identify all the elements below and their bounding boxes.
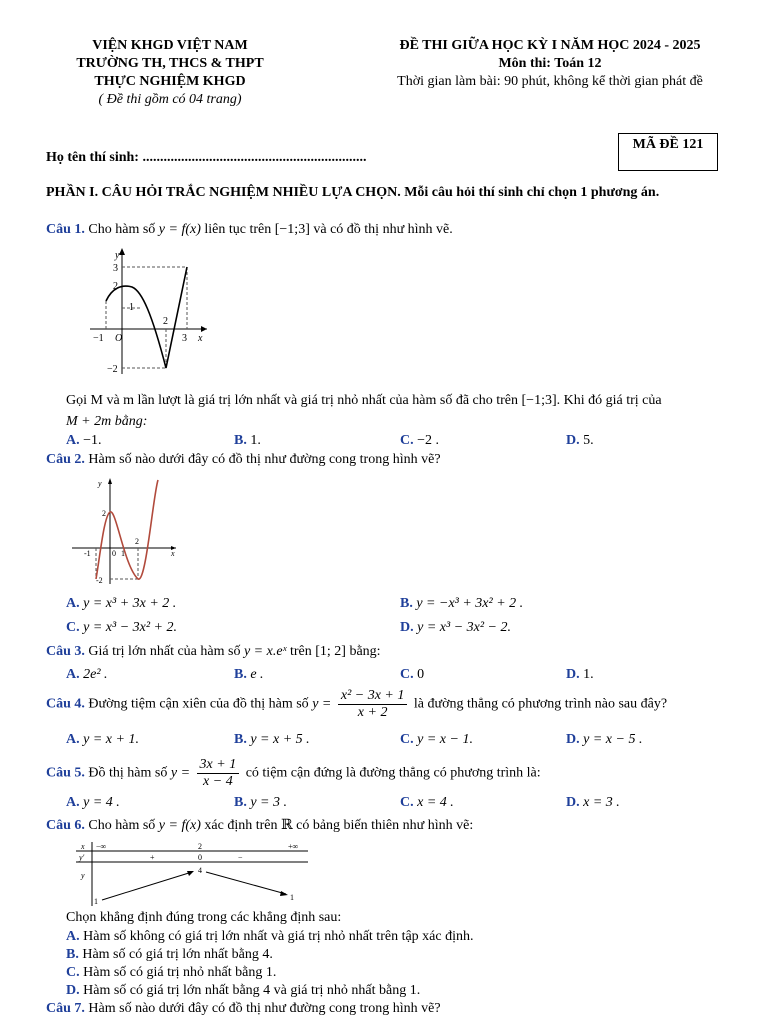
option-value: y = x³ − 3x² − 2.: [417, 620, 512, 635]
option-key: C.: [400, 732, 414, 747]
option-value: 5.: [583, 433, 594, 448]
q4-y: y =: [312, 696, 332, 712]
q3-text-b: trên [1; 2] bằng:: [289, 644, 381, 659]
q5-y: y =: [170, 765, 191, 781]
q3-option-c[interactable]: [400, 667, 424, 683]
x-label: x: [171, 549, 175, 558]
question-label: Câu 7.: [46, 1001, 85, 1016]
y-axis-arrow-icon: [108, 478, 112, 484]
q6-text-a: Cho hàm số: [88, 818, 156, 833]
q5-denominator: x − 4: [203, 774, 233, 789]
tick-y3: 3: [113, 263, 118, 274]
x-two: 2: [198, 842, 202, 851]
option-key: A.: [66, 732, 80, 747]
option-key: A.: [66, 795, 80, 810]
option-value: y = x − 5 .: [583, 732, 643, 747]
option-key: C.: [400, 433, 414, 448]
q3-option-b[interactable]: [234, 667, 264, 683]
option-key: B.: [234, 433, 247, 448]
q2-text: Hàm số nào dưới đây có đồ thị như đường cong trong hình vẽ?: [88, 452, 441, 467]
row-x-label: x: [81, 842, 85, 851]
question-3-stem: [46, 644, 381, 660]
option-value: x = 4 .: [417, 795, 454, 810]
tick-x1: 1: [121, 549, 125, 558]
option-value: Hàm số có giá trị nhỏ nhất bằng 1.: [83, 965, 277, 980]
option-key: A.: [66, 433, 80, 448]
q2-curve: [96, 480, 158, 579]
x-axis-arrow-icon: [201, 326, 207, 332]
q6-option-c[interactable]: [66, 965, 276, 981]
row-y-label: y: [81, 871, 85, 880]
school-org: VIỆN KHGD VIỆT NAM: [92, 38, 248, 53]
q6-text-b: xác định trên ℝ có bảng biến thiên như hình vẽ:: [204, 818, 474, 833]
q5-numerator: 3x + 1: [197, 757, 240, 774]
option-value: y = 3 .: [250, 795, 288, 810]
option-key: D.: [400, 620, 414, 635]
student-name-field: Họ tên thí sinh: ................................................................: [46, 150, 367, 165]
q5-option-b[interactable]: [234, 795, 287, 811]
question-label: Câu 3.: [46, 644, 85, 659]
question-label: Câu 5.: [46, 765, 85, 781]
option-value: 1.: [250, 433, 261, 448]
page-count-note: ( Đề thi gồm có 04 trang): [98, 92, 242, 107]
q1-option-d[interactable]: [566, 433, 594, 449]
option-key: A.: [66, 929, 80, 944]
q3-expr: y = x.eˣ: [243, 644, 287, 659]
question-label: Câu 2.: [46, 452, 85, 467]
q4-fraction: [338, 688, 408, 721]
option-value: Hàm số có giá trị lớn nhất bằng 4.: [82, 947, 273, 962]
q2-option-b[interactable]: [400, 596, 523, 612]
q6-expr: y = f(x): [158, 818, 201, 833]
option-value: y = 4 .: [83, 795, 120, 810]
x-plus-inf: +∞: [288, 842, 299, 851]
tick-xm1: -1: [84, 549, 91, 558]
option-value: y = x + 5 .: [250, 732, 310, 747]
exam-code-box: [618, 133, 718, 171]
option-key: B.: [66, 947, 79, 962]
q4-option-c[interactable]: [400, 732, 473, 748]
option-key: C.: [400, 795, 414, 810]
q1-option-b[interactable]: [234, 433, 261, 449]
option-value: y = x³ − 3x² + 2.: [83, 620, 178, 635]
option-key: B.: [400, 596, 413, 611]
q1-option-a[interactable]: [66, 433, 102, 449]
option-value: e .: [250, 667, 264, 682]
option-value: x = 3 .: [583, 795, 620, 810]
option-key: D.: [566, 667, 580, 682]
option-key: B.: [234, 732, 247, 747]
option-value: 0: [417, 667, 425, 682]
question-1-stem: [46, 222, 453, 238]
tick-ym2: −2: [107, 364, 118, 375]
arrow-down-icon: [280, 891, 288, 896]
tick-x2: 2: [163, 316, 168, 327]
q2-option-d[interactable]: [400, 620, 511, 636]
q7-text: Hàm số nào dưới đây có đồ thị như đường cong trong hình vẽ?: [88, 1001, 441, 1016]
option-key: C.: [66, 620, 80, 635]
q4-option-a[interactable]: [66, 732, 139, 748]
option-value: −2 .: [417, 433, 440, 448]
option-key: D.: [566, 795, 580, 810]
arrow-up-line: [102, 872, 192, 900]
question-4-stem: [46, 688, 667, 721]
y-label: y: [98, 479, 102, 488]
question-label: Câu 4.: [46, 696, 85, 712]
option-value: 2e² .: [83, 667, 108, 682]
q5-option-c[interactable]: [400, 795, 454, 811]
y-label: y: [115, 250, 120, 261]
option-key: A.: [66, 667, 80, 682]
q4-text-a: Đường tiệm cận xiên của đồ thị hàm số: [88, 696, 309, 712]
question-label: Câu 6.: [46, 818, 85, 833]
q1-text-b: liên tục trên [−1;3] và có đồ thị như hình vẽ.: [204, 222, 453, 237]
option-value: y = x + 1.: [83, 732, 139, 747]
option-key: C.: [400, 667, 414, 682]
option-value: y = x − 1.: [417, 732, 473, 747]
option-value: y = −x³ + 3x² + 2 .: [416, 596, 524, 611]
row-yp-label: y': [79, 853, 85, 862]
question-label: Câu 1.: [46, 222, 85, 237]
q4-denominator: x + 2: [357, 705, 388, 720]
option-key: D.: [66, 983, 80, 998]
x-label: x: [198, 333, 203, 344]
y-max-four: 4: [198, 866, 202, 875]
option-value: 1.: [583, 667, 594, 682]
q6-prompt: Chọn khẳng định đúng trong các khẳng định sau:: [66, 910, 342, 925]
option-key: B.: [234, 795, 247, 810]
tick-x2: 2: [135, 537, 139, 546]
q2-option-c[interactable]: [66, 620, 177, 636]
y-axis-arrow-icon: [119, 248, 125, 255]
q1-graph: [82, 244, 212, 384]
q5-fraction: [197, 757, 240, 790]
question-5-stem: [46, 757, 541, 790]
q1-line2: Gọi M và m lần lượt là giá trị lớn nhất và giá trị nhỏ nhất của hàm số đã cho trên [−1;3]. Khi đó giá trị của: [66, 393, 662, 408]
option-value: Hàm số có giá trị lớn nhất bằng 4 và giá trị nhỏ nhất bằng 1.: [83, 983, 421, 998]
q4-text-b: là đường thẳng có phương trình nào sau đây?: [413, 696, 668, 712]
option-key: A.: [66, 596, 80, 611]
question-7-stem: [46, 1001, 441, 1017]
y-left-one: 1: [94, 897, 98, 906]
q4-option-b[interactable]: [234, 732, 310, 748]
q6-option-b[interactable]: [66, 947, 273, 963]
q1-text-a: Cho hàm số: [88, 222, 156, 237]
question-6-stem: [46, 817, 473, 834]
tick-y2: 2: [102, 509, 106, 518]
q5-text-a: Đồ thị hàm số: [88, 765, 168, 781]
tick-y1: 1: [129, 302, 134, 313]
q1-expr: y = f(x): [158, 222, 201, 237]
q2-graph: [68, 476, 180, 588]
school-name-2: THỰC NGHIỆM KHGD: [94, 74, 246, 89]
y-right-one: 1: [290, 893, 294, 902]
x-minus-inf: −∞: [96, 842, 107, 851]
yp-plus: +: [150, 853, 155, 862]
arrow-down-line: [206, 872, 286, 894]
exam-title: ĐỀ THI GIỮA HỌC KỲ I NĂM HỌC 2024 - 2025: [399, 38, 701, 53]
exam-code: MÃ ĐỀ 121: [632, 137, 704, 152]
q6-option-d[interactable]: [66, 983, 420, 999]
tick-x3: 3: [182, 333, 187, 344]
q5-text-b: có tiệm cận đứng là đường thẳng có phương trình là:: [245, 765, 541, 781]
part1-title: PHẦN I. CÂU HỎI TRẮC NGHIỆM NHIỀU LỰA CHỌN. Mỗi câu hỏi thí sinh chỉ chọn 1 phương án.: [46, 185, 660, 200]
q1-curve: [106, 267, 187, 368]
q3-text-a: Giá trị lớn nhất của hàm số: [88, 644, 241, 659]
q3-option-d[interactable]: [566, 667, 594, 683]
q1-option-c[interactable]: [400, 433, 439, 449]
q1-line3: M + 2m bằng:: [66, 414, 148, 429]
variation-table: [76, 840, 312, 908]
q2-option-a[interactable]: [66, 596, 176, 612]
tick-origin: 0: [112, 549, 116, 558]
option-key: D.: [566, 732, 580, 747]
q4-numerator: x² − 3x + 1: [338, 688, 408, 705]
tick-origin: O: [115, 333, 123, 344]
option-key: C.: [66, 965, 80, 980]
tick-y2: 2: [113, 281, 118, 292]
q5-option-a[interactable]: [66, 795, 120, 811]
option-value: Hàm số không có giá trị lớn nhất và giá trị nhỏ nhất trên tập xác định.: [83, 929, 474, 944]
option-key: B.: [234, 667, 247, 682]
yp-minus: −: [238, 853, 243, 862]
tick-xm1: −1: [93, 333, 104, 344]
question-2-stem: [46, 452, 441, 468]
q3-option-a[interactable]: [66, 667, 108, 683]
yp-zero: 0: [198, 853, 202, 862]
q6-option-a[interactable]: [66, 929, 474, 945]
option-value: −1.: [83, 433, 102, 448]
q5-option-d[interactable]: [566, 795, 620, 811]
tick-ym2: -2: [96, 576, 103, 585]
time-limit: Thời gian làm bài: 90 phút, không kể thời gian phát đề: [397, 74, 703, 89]
option-key: D.: [566, 433, 580, 448]
q4-option-d[interactable]: [566, 732, 642, 748]
arrow-up-icon: [187, 871, 194, 876]
school-name: TRƯỜNG TH, THCS & THPT: [76, 56, 264, 71]
subject: Môn thi: Toán 12: [498, 56, 602, 71]
option-value: y = x³ + 3x + 2 .: [83, 596, 177, 611]
